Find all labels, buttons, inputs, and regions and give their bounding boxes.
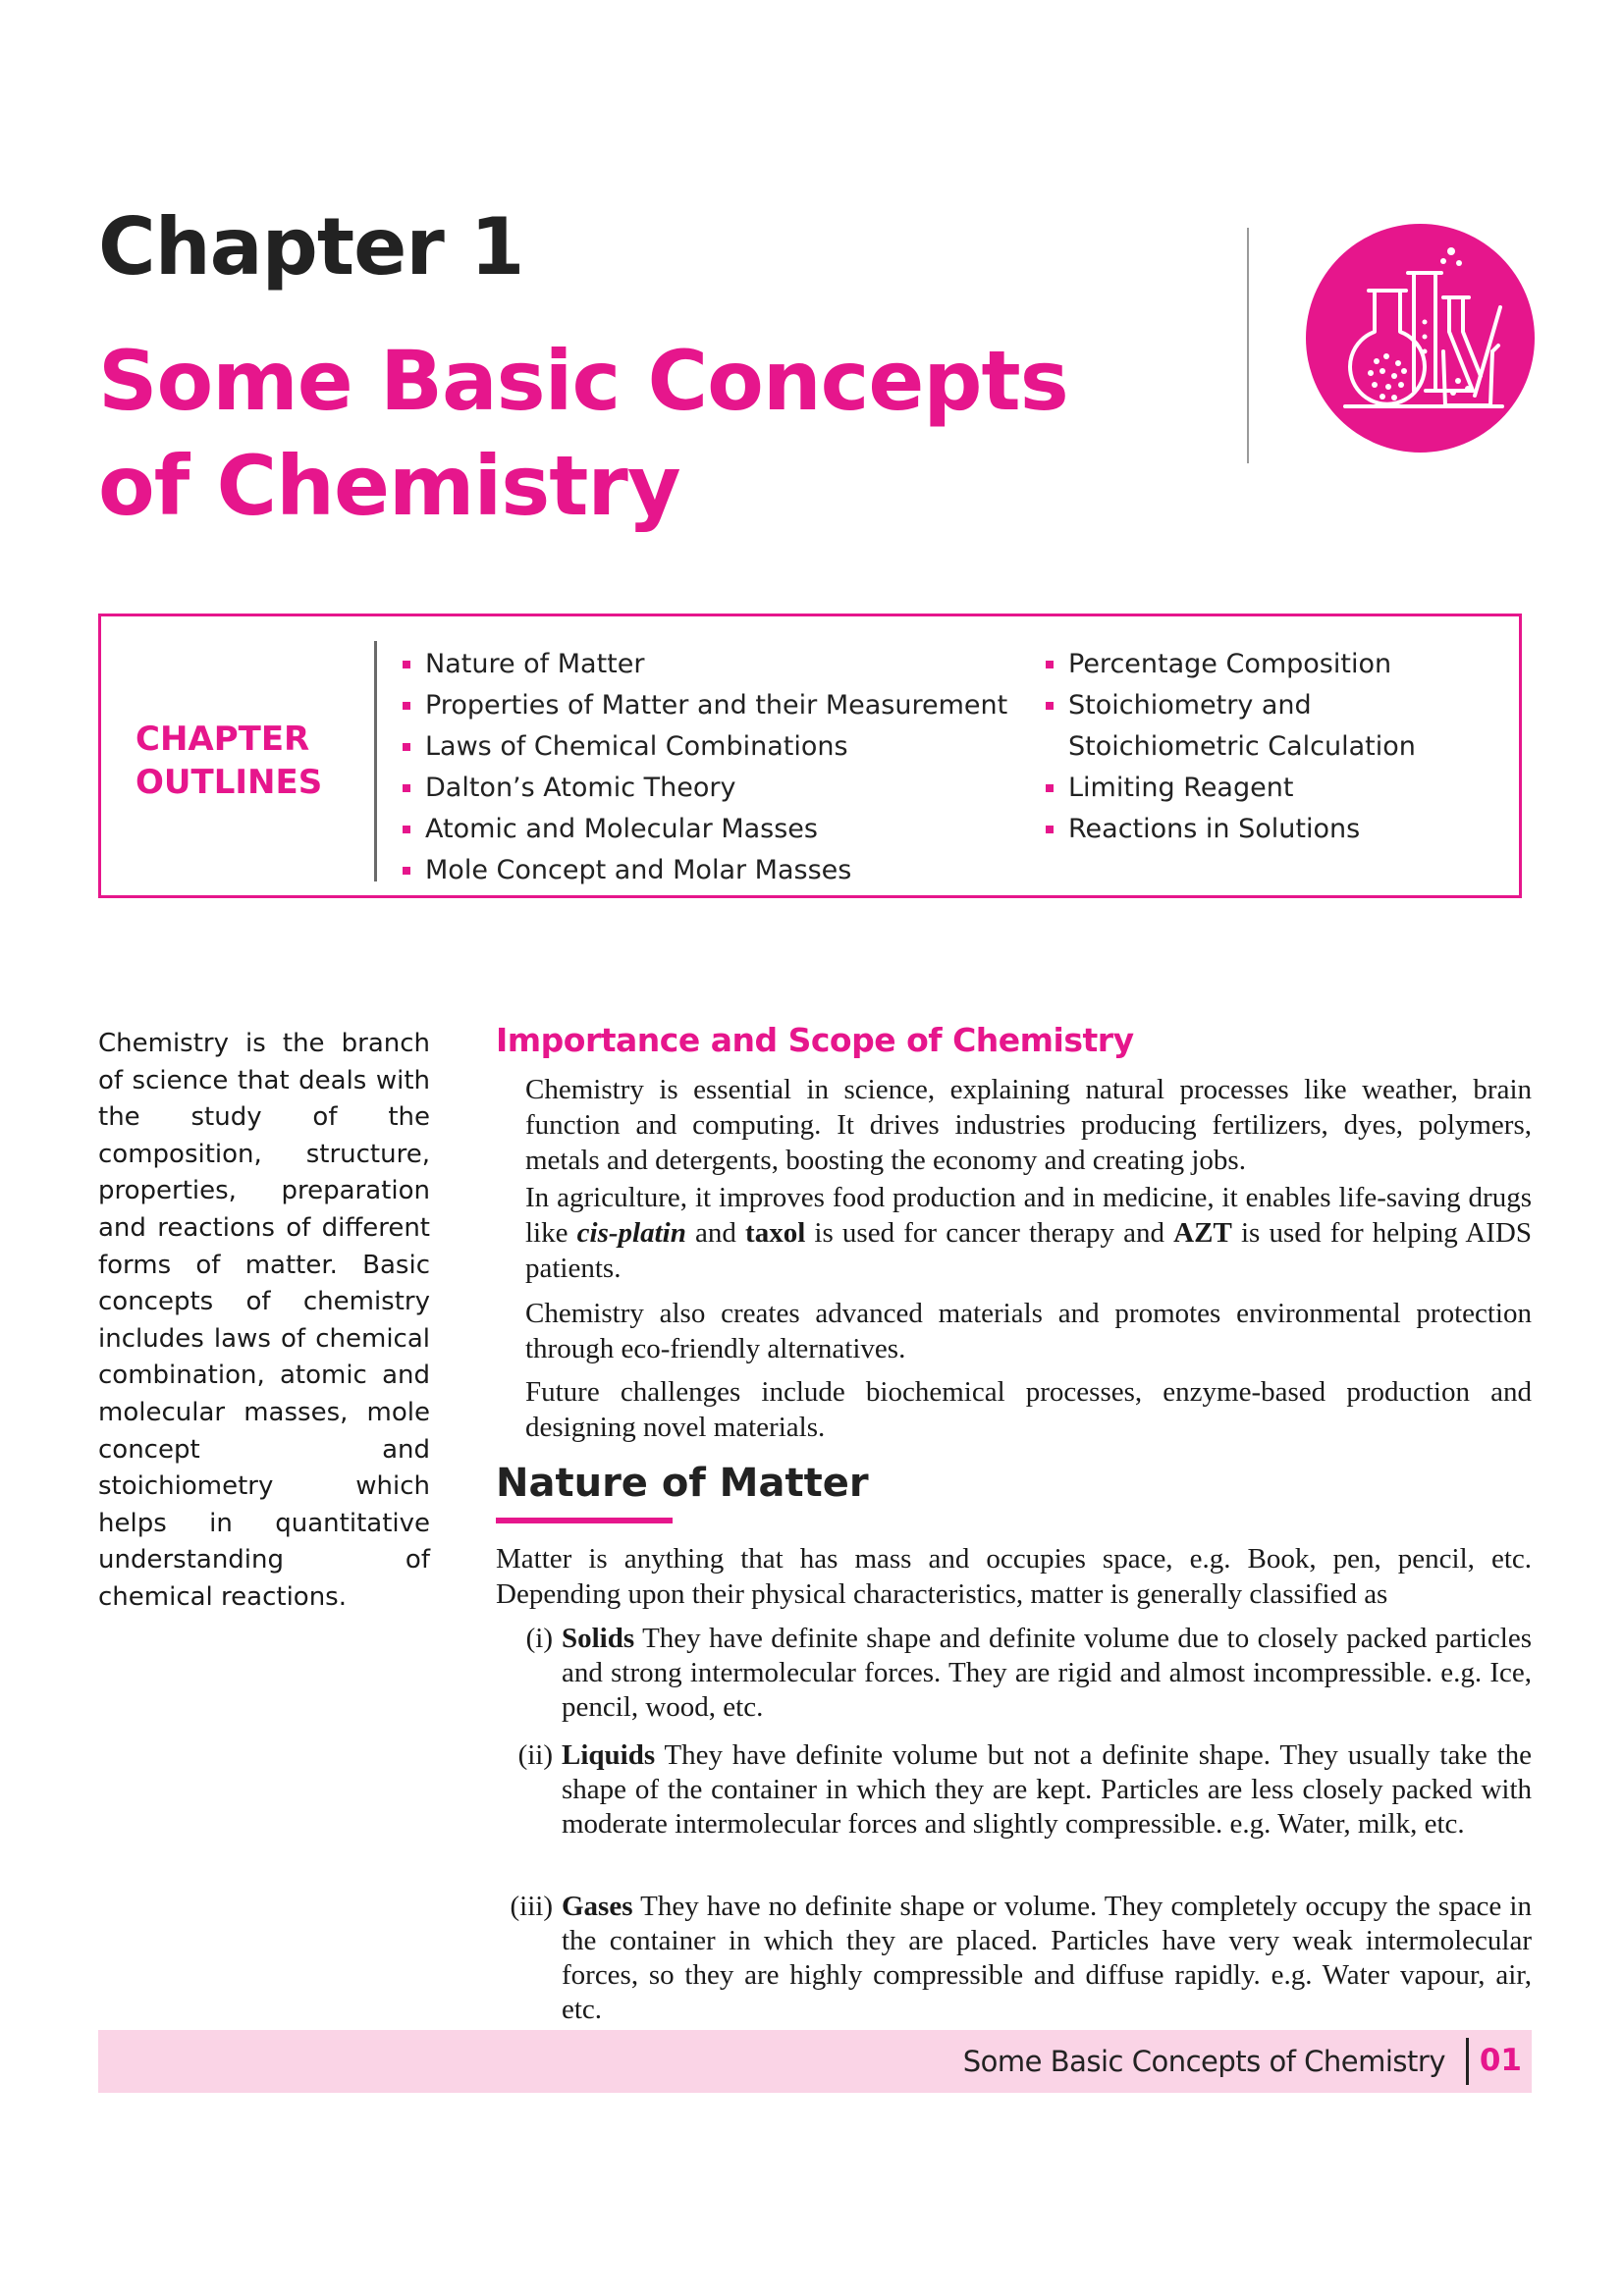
- chapter-title-line-2: of Chemistry: [98, 438, 680, 534]
- item-text: Gases They have no definite shape or volume. They completely occupy the space in the container in which they are placed. Particles have very weak intermolecular forces, so they are highly compressible and diffuse rapidly. e.g. Water vapour, air, etc.: [562, 1891, 1532, 2025]
- bullet-icon: [403, 784, 410, 792]
- outline-divider: [374, 641, 377, 881]
- item-text: Solids They have definite shape and definite volume due to closely packed particles and strong intermolecular forces. They are rigid and almost incompressible. e.g. Ice, pencil, wood, etc.: [562, 1623, 1532, 1723]
- chapter-label: Chapter 1: [98, 201, 524, 293]
- chemistry-flasks-icon: [1306, 224, 1535, 453]
- nature-intro-paragraph: Matter is anything that has mass and occupies space, e.g. Book, pen, pencil, etc. Depending upon their physical characteristics, matter is generally classified as: [496, 1543, 1532, 1610]
- item-term: Solids: [562, 1623, 635, 1654]
- item-term: Liquids: [562, 1739, 656, 1771]
- bullet-icon: [1046, 661, 1054, 668]
- item-term: Gases: [562, 1891, 633, 1922]
- chapter-title: [98, 329, 1068, 539]
- page-number: 01: [1479, 2043, 1522, 2078]
- bullet-icon: [403, 702, 410, 710]
- importance-paragraph-4: Future challenges include biochemical processes, enzyme-based production and designing novel materials.: [525, 1376, 1532, 1443]
- outline-item: Atomic and Molecular Masses: [401, 809, 1007, 850]
- importance-paragraph-2: In agriculture, it improves food production and in medicine, it enables life-saving drugs like cis-platin and taxol is used for cancer therapy and AZT is used for helping AIDS patients.: [525, 1182, 1532, 1284]
- bullet-icon: [1046, 784, 1054, 792]
- sidebar-definition: Chemistry is the branch of science that deals with the study of the composition, structure, properties, preparation and reactions of different forms of matter. Basic concepts of chemistry includes laws of chemical combination, atomic and molecular masses, mole concept and stoichiometry which helps in quantitative understanding of chemical reactions.: [98, 1029, 430, 1612]
- outline-heading-line-2: OUTLINES: [135, 763, 323, 802]
- item-number: (i): [525, 1623, 553, 1654]
- nature-of-matter-heading: Nature of Matter: [496, 1461, 869, 1506]
- importance-heading: Importance and Scope of Chemistry: [496, 1021, 1134, 1059]
- item-number: (ii): [517, 1739, 553, 1771]
- outline-item: Nature of Matter: [401, 644, 1007, 685]
- chapter-title-line-1: Some Basic Concepts: [98, 333, 1068, 429]
- item-number: (iii): [510, 1891, 553, 1922]
- drug-name-cisplatin: cis-platin: [576, 1217, 686, 1249]
- item-text: Liquids They have definite volume but not a definite shape. They usually take the shape of the container in which they are kept. Particles are less closely packed with moderate intermolecular forces and slightly compressible. e.g. Water, milk, etc.: [562, 1739, 1532, 1840]
- outline-item: Dalton’s Atomic Theory: [401, 768, 1007, 809]
- outline-item: Limiting Reagent: [1044, 768, 1505, 809]
- outline-list-left: [401, 644, 1007, 891]
- bullet-icon: [403, 661, 410, 668]
- outline-item: Stoichiometry and Stoichiometric Calculation: [1044, 685, 1505, 768]
- outline-item: Laws of Chemical Combinations: [401, 726, 1007, 768]
- header-divider: [1247, 228, 1249, 463]
- footer-divider: [1466, 2038, 1469, 2085]
- bullet-icon: [1046, 702, 1054, 710]
- bullet-icon: [403, 826, 410, 833]
- bullet-icon: [403, 743, 410, 751]
- drug-name-azt: AZT: [1173, 1217, 1232, 1249]
- heading-underline: [496, 1518, 673, 1523]
- chapter-outlines-heading: [135, 718, 322, 804]
- importance-paragraph-3: Chemistry also creates advanced materials and promotes environmental protection through eco-friendly alternatives.: [525, 1298, 1532, 1364]
- outline-heading-line-1: CHAPTER: [135, 720, 310, 759]
- chapter-outlines-box: [98, 614, 1522, 898]
- importance-paragraph-1: Chemistry is essential in science, explaining natural processes like weather, brain function and computing. It drives industries producing fertilizers, dyes, polymers, metals and detergents, boosting the economy and creating jobs.: [525, 1074, 1532, 1176]
- bullet-icon: [1046, 826, 1054, 833]
- outline-item: Properties of Matter and their Measurement: [401, 685, 1007, 726]
- outline-item: Percentage Composition: [1044, 644, 1505, 685]
- drug-name-taxol: taxol: [745, 1217, 806, 1249]
- footer-bar: [98, 2030, 1532, 2093]
- outline-item: Reactions in Solutions: [1044, 809, 1505, 850]
- bullet-icon: [403, 867, 410, 875]
- outline-item: Mole Concept and Molar Masses: [401, 850, 1007, 891]
- outline-list-right: [1044, 644, 1505, 850]
- footer-chapter-title: Some Basic Concepts of Chemistry: [962, 2045, 1445, 2078]
